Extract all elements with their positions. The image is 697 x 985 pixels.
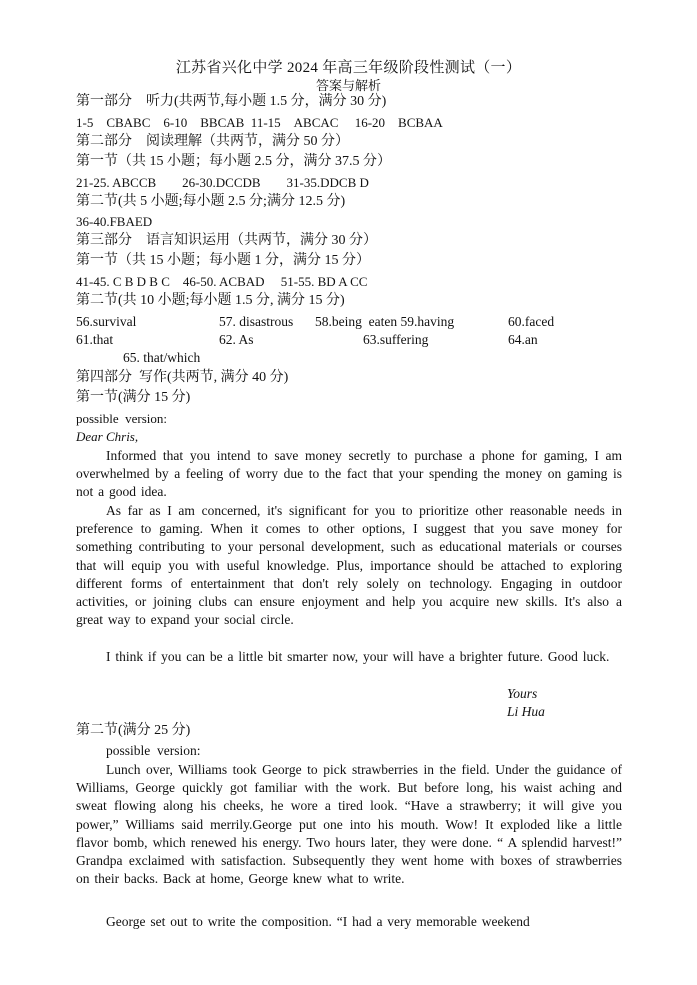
fill-answer-62: 62. As: [219, 332, 254, 347]
part3-section1-answers: 41-45. C B D B C 46-50. ACBAD 51-55. BD A CC: [76, 274, 368, 289]
page-title: 江苏省兴化中学 2024 年高三年级阶段性测试（一）: [175, 60, 522, 76]
fill-answer-64: 64.an: [508, 332, 538, 347]
part4-section1-heading: 第一节(满分 15 分): [76, 390, 191, 405]
part2-section1-answers: 21-25. ABCCB 26-30.DCCDB 31-35.DDCB D: [76, 175, 369, 190]
fill-answer-57: 57. disastrous: [219, 314, 294, 329]
story-paragraph-1: [76, 761, 622, 888]
story-paragraph-2: [76, 913, 622, 931]
letter-signature: Li Hua: [507, 704, 545, 719]
part3-heading: 第三部分 语言知识运用（共两节，满分 30 分）: [76, 233, 377, 248]
story-paragraph-1-text: Lunch over, Williams took George to pick strawberries in the field. Under the guidance of Williams, George quickly got familiar with the work. But before long, his waist aching and sweat flowing along his cheeks, he wore a tired look. “Have a strawberry; it will give you power,” Williams said merrily.George put one into his mouth. Wow! It exploded like a little flavor bomb, which renewed his energy. Two hours later, they were done. “ A splendid harvest!” Grandpa exclaimed with satisfaction. Subsequently they went home with boxes of strawberries on their backs. Back at home, George knew what to write.: [76, 762, 622, 887]
fill-answer-65: 65. that/which: [123, 350, 201, 365]
letter-salutation: Dear Chris,: [76, 429, 139, 444]
fill-answer-63: 63.suffering: [363, 332, 429, 347]
fill-answer-61: 61.that: [76, 332, 114, 347]
letter-paragraph-3: [76, 648, 622, 666]
fill-answer-56: 56.survival: [76, 314, 137, 329]
fill-answer-60: 60.faced: [508, 314, 555, 329]
letter-paragraph-2-text: As far as I am concerned, it's significant for you to prioritize other reasonable needs in preference to gaming. When it comes to other options, I suggest that you save money for something contributing to your personal development, such as educational materials or courses that will equip you with useful knowledge. Plus, importance should be attached to exploring different forms of entertainment that don't rely solely on technology. Engaging in outdoor activities, or joining clubs can ensure enjoyment and help you acquire new skills. It's also a great way to expand your social circle.: [76, 503, 622, 628]
letter-paragraph-1-text: Informed that you intend to save money secretly to purchase a phone for gaming, I am overwhelmed by a feeling of worry due to the fact that your spending the money on gaming is not a good idea.: [76, 448, 622, 500]
letter-paragraph-2: [76, 502, 622, 629]
letter-paragraph-3-text: I think if you can be a little bit smarter now, your will have a brighter future. Good luck.: [106, 649, 610, 664]
letter-closing: Yours: [507, 686, 538, 701]
part3-section1-heading: 第一节（共 15 小题；每小题 1 分，满分 15 分）: [76, 253, 370, 268]
possible-version-label: possible version:: [76, 411, 167, 426]
possible-version-label-2: possible version:: [106, 743, 201, 758]
page-subtitle: 答案与解析: [315, 78, 381, 93]
part3-section2-heading: 第二节(共 10 小题;每小题 1.5 分, 满分 15 分): [76, 293, 345, 308]
part2-section2-heading: 第二节(共 5 小题;每小题 2.5 分;满分 12.5 分): [76, 194, 346, 209]
part4-heading: 第四部分 写作(共两节, 满分 40 分): [76, 370, 289, 385]
part1-heading: 第一部分 听力(共两节,每小题 1.5 分，满分 30 分): [76, 94, 387, 109]
part2-heading: 第二部分 阅读理解（共两节，满分 50 分）: [76, 134, 349, 149]
part2-section2-answers: 36-40.FBAED: [76, 214, 153, 229]
part2-section1-heading: 第一节（共 15 小题；每小题 2.5 分，满分 37.5 分）: [76, 154, 391, 169]
story-paragraph-2-text: George set out to write the composition. “I had a very memorable weekend: [106, 914, 530, 929]
part1-answers: 1-5 CBABC 6-10 BBCAB 11-15 ABCAC 16-20 BCBAA: [76, 115, 443, 130]
part4-section2-heading: 第二节(满分 25 分): [76, 723, 191, 738]
letter-paragraph-1: [76, 447, 622, 502]
fill-answer-58-59: 58.being eaten 59.having: [315, 314, 455, 329]
